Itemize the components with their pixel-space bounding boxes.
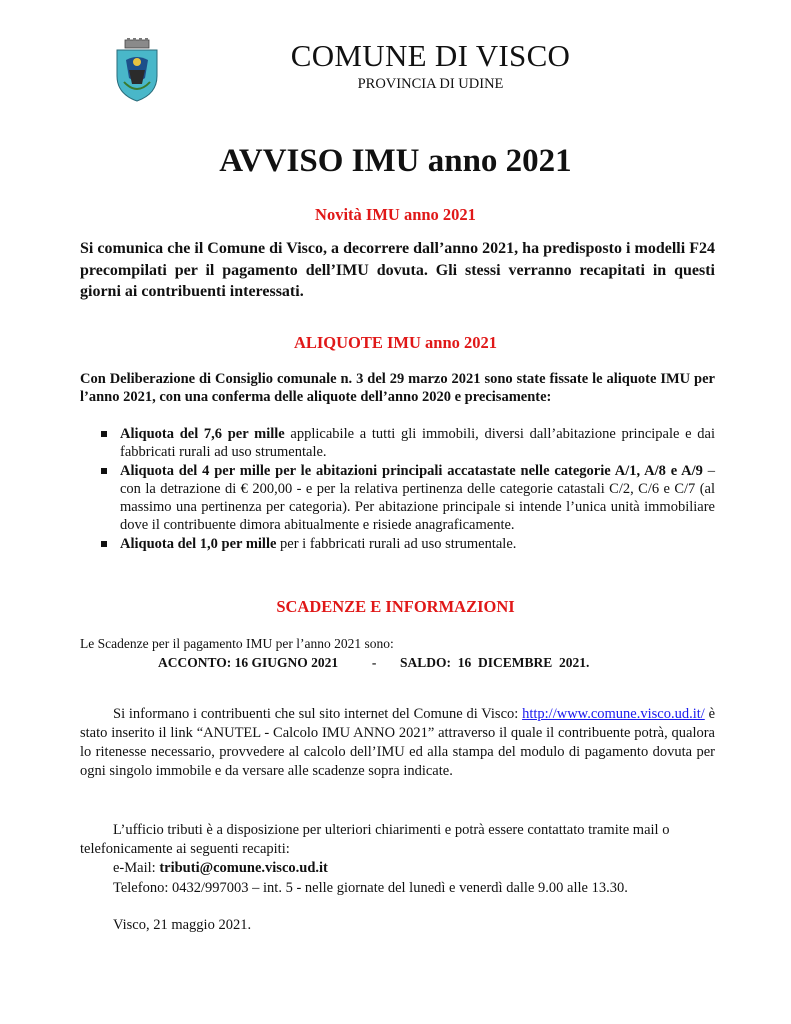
list-item: [80, 462, 715, 534]
square-bullet-icon: [101, 541, 107, 547]
rate-label: Aliquota del 7,6 per mille: [120, 426, 285, 442]
square-bullet-icon: [101, 431, 107, 437]
deadline-dates: [158, 655, 589, 671]
section-heading-scadenze: SCADENZE E INFORMAZIONI: [276, 597, 515, 616]
deliberation-paragraph: Con Deliberazione di Consiglio comunale n. 3 del 29 marzo 2021 sono state fissate le aliquote IMU per l’anno 2021, con una conferma delle aliquote dell’anno 2020 e precisamente:: [80, 371, 715, 405]
novita-paragraph: Si comunica che il Comune di Visco, a decorrere dall’anno 2021, ha predisposto i modelli F24 precompilati per il pagamento dell’IMU dovuta. Gli stessi verranno recapitati in questi giorni ai contribuenti interessati.: [80, 240, 715, 300]
info-text-before: Si informano i contribuenti che sul sito internet del Comune di Visco:: [113, 706, 523, 722]
saldo-date: SALDO: 16 DICEMBRE 2021.: [400, 655, 590, 670]
office-paragraph: L’ufficio tributi è a disposizione per ulteriori chiarimenti e potrà essere contattato tramite mail o telefonicamente ai seguenti recapiti:: [80, 822, 670, 857]
rate-label: Aliquota del 1,0 per mille: [120, 536, 277, 552]
info-text-after: è stato inserito il link “ANUTEL - Calcolo IMU ANNO 2021” attraverso il quale il contribuente potrà, qualora lo ritenesse necessario, provvedere al calcolo dell’IMU ed alla stampa del modulo di pagamento dovuta per ogni singolo immobile e da versare alle scadenze sopra indicate.: [80, 706, 716, 779]
email-label: e-Mail:: [113, 860, 160, 876]
phone-details: 0432/997003 – int. 5 - nelle giornate del lunedì e venerdì dalle 9.00 alle 13.30.: [171, 880, 628, 896]
email-line: [113, 860, 328, 877]
rate-description: per i fabbricati rurali ad uso strumentale.: [276, 536, 517, 552]
square-bullet-icon: [101, 468, 107, 474]
info-paragraph: [80, 705, 715, 781]
deadline-separator: -: [371, 655, 377, 670]
list-item: [80, 425, 715, 461]
rate-description: – con la detrazione di € 200,00 - e per la relativa pertinenza delle categorie catastali C/2, C/6 e C/7 (al massimo una pertinenza per categoria). Per abitazione principale si intende l’unica unità immobiliare dove il contribuente dimora abitualmente e risiede anagraficamente.: [120, 463, 715, 533]
notice-title: AVVISO IMU anno 2021: [219, 143, 572, 179]
rates-list: [80, 425, 715, 554]
acconto-date: ACCONTO: 16 GIUGNO 2021: [158, 655, 339, 670]
section-heading-aliquote: ALIQUOTE IMU anno 2021: [293, 333, 498, 352]
municipality-website-link[interactable]: http://www.comune.visco.ud.it/: [522, 706, 705, 722]
phone-line: [113, 880, 628, 897]
email-address[interactable]: tributi@comune.visco.ud.it: [159, 860, 328, 876]
phone-label: Telefono:: [113, 880, 172, 896]
notice-date: Visco, 21 maggio 2021.: [113, 917, 252, 933]
municipality-title: COMUNE DI VISCO: [290, 38, 571, 73]
province-subtitle: PROVINCIA DI UDINE: [357, 76, 504, 92]
deadline-intro: Le Scadenze per il pagamento IMU per l’anno 2021 sono:: [80, 636, 394, 651]
section-heading-novita: Novità IMU anno 2021: [315, 205, 476, 224]
list-item: [80, 535, 715, 553]
rate-description: applicabile a tutti gli immobili, diversi dall’abitazione principale e dai fabbricati rurali ad uso strumentale.: [120, 426, 716, 460]
rate-label: Aliquota del 4 per mille per le abitazioni principali accatastate nelle categorie A/1, A/8 e A/9: [120, 463, 703, 479]
